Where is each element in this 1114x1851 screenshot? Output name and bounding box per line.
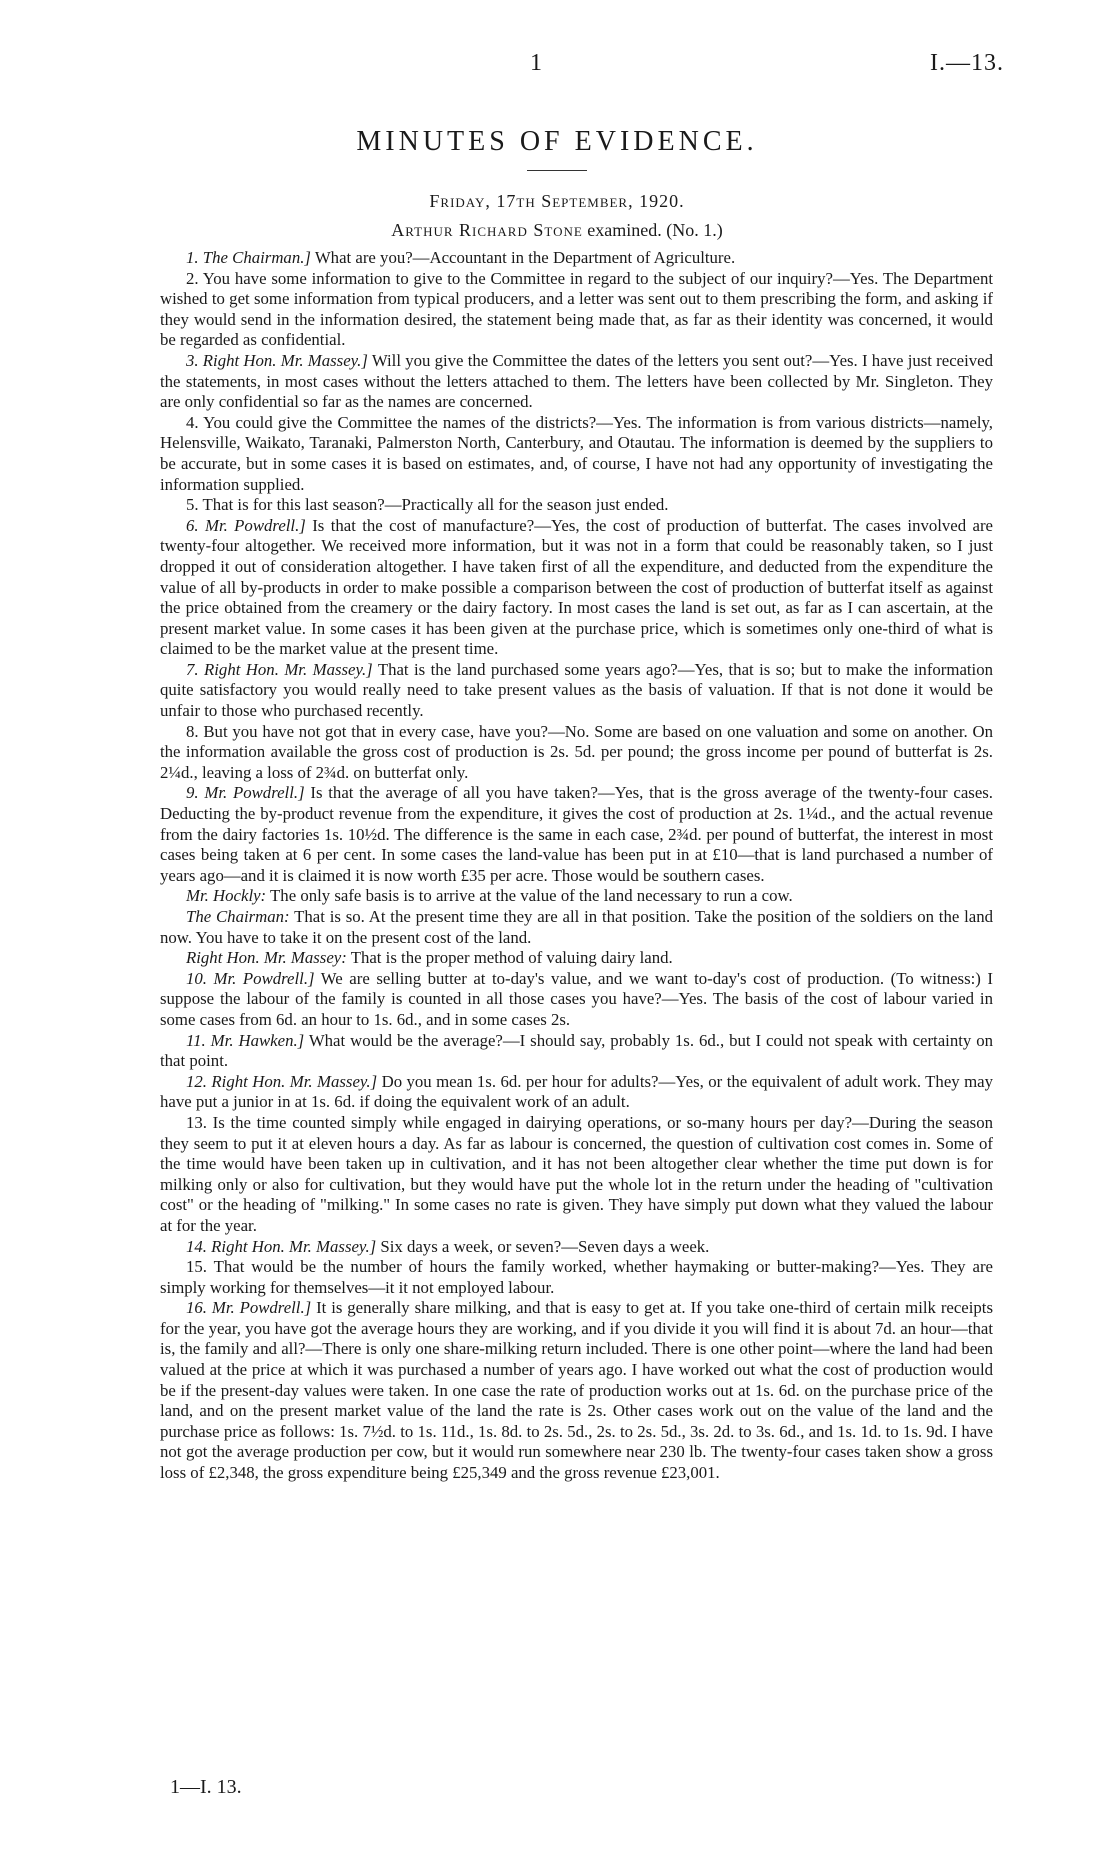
minutes-paragraph <box>160 1298 993 1483</box>
paragraph-text: Will you give the Committee the dates of the letters you sent out?—Yes. I have just received the statements, in most cases without the letters attached to them. The letters have been collected by Mr. Singleton. They are only confidential so far as the names are concerned. <box>160 350 993 412</box>
witness-status: examined. (No. 1.) <box>582 220 723 240</box>
paragraph-text: The only safe basis is to arrive at the value of the land necessary to run a cow. <box>266 886 793 906</box>
speaker-label: Mr. Hockly: <box>186 886 267 906</box>
minutes-paragraph <box>160 1113 993 1237</box>
speaker-label: 14. Right Hon. Mr. Massey.] <box>186 1236 377 1256</box>
minutes-paragraph <box>160 351 993 413</box>
paragraph-text: It is generally share milking, and that is easy to get at. If you take one-third of certain milk receipts for the year, you have got the average hours they are working, and if you divide it you will find it is about 7d. an hour—that is, the family and all?—There is only one share-milking return included. There is one other point—where the land had been valued at the price at which it was purchased a number of years ago. I have worked out what the cost of production would be if the present-day values were taken. In one case the rate of production works out at 1s. 6d. on the purchase price of the land, and on the present market value of the land the rate is 2s. Other cases work out on the value of the land and the purchase price as follows: 1s. 7½d. to 1s. 11d., 1s. 8d. to 2s. 5d., 2s. to 2s. 5d., 3s. 2d. to 3s. 6d., and 1s. 1d. to 1s. 9d. I have not got the average production per cow, but it would run somewhere near 230 lb. The twenty-four cases taken show a gross loss of £2,348, the gross expenditure being £25,349 and the gross revenue £23,001. <box>160 1298 993 1483</box>
minutes-paragraph <box>160 907 993 948</box>
minutes-paragraph <box>160 1257 993 1298</box>
speaker-label: 1. The Chairman.] <box>186 248 311 267</box>
minutes-paragraph <box>160 516 993 660</box>
paragraph-text: 5. That is for this last season?—Practically all for the season just ended. <box>186 495 669 515</box>
paragraph-text: Is that the average of all you have taken?—Yes, that is the gross average of the twenty-four cases. Deducting the by-product revenue from the expenditure, it gives the cost of production at 2s. 1¼d., and the actual revenue from the dairy factories 1s. 10½d. The difference is the same in each case, 2¾d. per pound of butterfat, the interest in most cases being taken at 6 per cent. In some cases the land-value has been put in at £10—that is land purchased a number of years ago—and it is claimed it is now worth £35 per acre. Those would be southern cases. <box>160 783 994 885</box>
minutes-paragraph <box>160 783 993 886</box>
document-reference: I.—13. <box>930 50 1004 76</box>
speaker-label: 11. Mr. Hawken.] <box>186 1030 305 1050</box>
paragraph-text: Is that the cost of manufacture?—Yes, the cost of production of butterfat. The cases involved are twenty-four altogether. We received more information, but it was not in a form that could be reasonably taken, so I just dropped it out of consideration altogether. I have taken first of all the expenditure, and deducted from the expenditure the value of all by-products in order to make possible a comparison between the cost of production of butterfat itself as against the price obtained from the creamery or the dairy factory. In most cases the land is set out, as far as I can ascertain, at the present market value. In some cases it has been given at the purchase price, which is sometimes only one-third of what is claimed to be the market value at the present time. <box>160 515 994 659</box>
paragraph-text: That is the proper method of valuing dairy land. <box>346 948 673 968</box>
minutes-paragraph <box>160 1031 993 1072</box>
speaker-label: 16. Mr. Powdrell.] <box>186 1298 312 1318</box>
minutes-paragraph <box>160 948 993 969</box>
page-number: 1 <box>530 50 542 76</box>
minutes-paragraph <box>160 722 993 784</box>
minutes-paragraph <box>160 1237 993 1258</box>
minutes-paragraph <box>160 969 993 1031</box>
minutes-paragraph <box>160 495 993 516</box>
speaker-label: Right Hon. Mr. Massey: <box>186 948 347 968</box>
minutes-paragraph <box>160 660 993 722</box>
speaker-label: 7. Right Hon. Mr. Massey.] <box>186 659 373 679</box>
speaker-label: The Chairman: <box>186 907 290 926</box>
witness-line <box>0 220 1114 241</box>
paragraph-text: 2. You have some information to give to the Committee in regard to the subject of our inquiry?—Yes. The Department wished to get some information from typical producers, and a letter was sent out to them prescribing the form, and asking if they would send in the information desired, the statement being made that, as far as their identity was concerned, it would be regarded as confidential. <box>160 268 993 350</box>
witness-name: Arthur Richard Stone <box>391 220 583 240</box>
speaker-label: 6. Mr. Powdrell.] <box>186 515 306 535</box>
paragraph-text: We are selling butter at to-day's value, and we want to-day's cost of production. (To witness:) I suppose the labour of the family is counted in all those cases you have?—Yes. The basis of the cost of labour varied in some cases from 6d. an hour to 1s. 6d., and in some cases 2s. <box>160 968 994 1029</box>
paragraph-text: What are you?—Accountant in the Department of Agriculture. <box>310 248 736 267</box>
paragraph-text: 15. That would be the number of hours the family worked, whether haymaking or butter-making?—Yes. They are simply working for themselves—it it not employed labour. <box>160 1257 993 1297</box>
minutes-paragraph <box>160 269 993 351</box>
footer-signature: 1—I. 13. <box>170 1776 242 1798</box>
minutes-paragraph <box>160 248 993 269</box>
minutes-paragraph <box>160 886 993 907</box>
minutes-paragraph <box>160 413 993 495</box>
page-title: MINUTES OF EVIDENCE. <box>356 126 758 157</box>
speaker-label: 10. Mr. Powdrell.] <box>186 968 315 988</box>
paragraph-text: What would be the average?—I should say, probably 1s. 6d., but I could not speak with certainty on that point. <box>160 1030 993 1071</box>
minutes-body <box>160 248 993 1484</box>
date-line: Friday, 17th September, 1920. <box>429 191 685 211</box>
paragraph-text: Do you mean 1s. 6d. per hour for adults?—Yes, or the equivalent of adult work. They may have put a junior in at 1s. 6d. if doing the equivalent work of an adult. <box>160 1071 993 1112</box>
paragraph-text: Six days a week, or seven?—Seven days a week. <box>376 1236 710 1256</box>
paragraph-text: 4. You could give the Committee the names of the districts?—Yes. The information is from various districts—namely, Helensville, Waikato, Taranaki, Palmerston North, Canterbury, and Otautau. The information is deemed by the suppliers to be accurate, but in some cases it is based on estimates, and, of course, I have not had any opportunity of investigating the information supplied. <box>160 412 993 494</box>
paragraph-text: 8. But you have not got that in every case, have you?—No. Some are based on one valuation and some on another. On the information available the gross cost of production is 2s. 5d. per pound; the gross income per pound of butterfat is 2s. 2¼d., leaving a loss of 2¾d. on butterfat only. <box>160 721 993 782</box>
speaker-label: 9. Mr. Powdrell.] <box>186 783 305 803</box>
title-divider <box>527 170 587 171</box>
minutes-paragraph <box>160 1072 993 1113</box>
paragraph-text: 13. Is the time counted simply while engaged in dairying operations, or so-many hours per day?—During the season they seem to put it at eleven hours a day. As far as labour is concerned, the question of cultivation cost comes in. Some of the time would have been taken up in cultivation, and it has not been altogether clear whether the time put down is for milking only or also for cultivation, but they would have put the whole lot in the return under the heading of "cultivation cost" or the heading of "milking." In some cases no rate is given. They have simply put down what they valued the labour at for the year. <box>160 1112 993 1235</box>
speaker-label: 12. Right Hon. Mr. Massey.] <box>186 1071 378 1091</box>
paragraph-text: That is the land purchased some years ago?—Yes, that is so; but to make the information quite satisfactory you would really need to take present values as the basis of valuation. If that is not done it would be unfair to those who purchased recently. <box>160 659 993 721</box>
paragraph-text: That is so. At the present time they are all in that position. Take the position of the soldiers on the land now. You have to take it on the present cost of the land. <box>160 907 993 947</box>
speaker-label: 3. Right Hon. Mr. Massey.] <box>186 350 368 370</box>
